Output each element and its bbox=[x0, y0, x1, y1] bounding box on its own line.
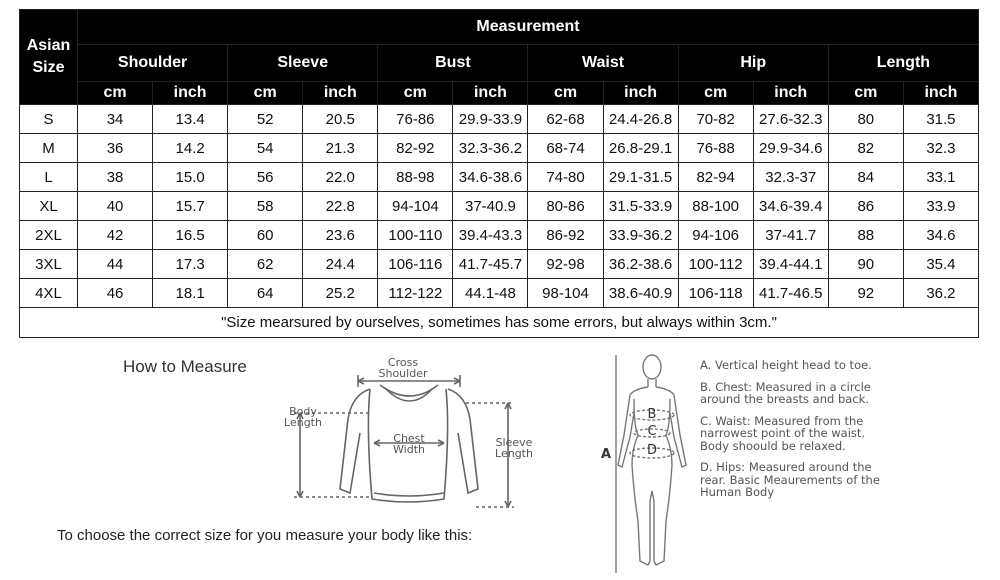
table-cell: 82 bbox=[828, 134, 903, 163]
table-cell: 100-110 bbox=[378, 221, 453, 250]
table-cell: 112-122 bbox=[378, 279, 453, 308]
size-label-cell: S bbox=[20, 105, 78, 134]
table-cell: 54 bbox=[228, 134, 303, 163]
marker-a: A bbox=[600, 447, 612, 462]
measurement-legend bbox=[700, 359, 890, 508]
choose-size-text: To choose the correct size for you measure your body like this: bbox=[57, 527, 473, 544]
table-cell: 58 bbox=[228, 192, 303, 221]
size-label-cell: M bbox=[20, 134, 78, 163]
table-cell: 31.5 bbox=[903, 105, 978, 134]
table-cell: 94-104 bbox=[378, 192, 453, 221]
table-cell: 44.1-48 bbox=[453, 279, 528, 308]
table-cell: 15.0 bbox=[153, 163, 228, 192]
table-cell: 25.2 bbox=[303, 279, 378, 308]
table-cell: 56 bbox=[228, 163, 303, 192]
table-cell: 32.3 bbox=[903, 134, 978, 163]
unit-header-cm: cm bbox=[528, 82, 603, 105]
table-cell: 26.8-29.1 bbox=[603, 134, 678, 163]
unit-header-cm: cm bbox=[228, 82, 303, 105]
marker-c: C bbox=[647, 424, 657, 439]
body-figure-illustration bbox=[596, 351, 696, 579]
table-cell: 46 bbox=[78, 279, 153, 308]
table-cell: 29.9-34.6 bbox=[753, 134, 828, 163]
table-cell: 39.4-43.3 bbox=[453, 221, 528, 250]
legend-item-a: A. Vertical height head to toe. bbox=[700, 358, 872, 372]
table-row bbox=[20, 105, 979, 134]
table-cell: 80 bbox=[828, 105, 903, 134]
group-header-hip: Hip bbox=[678, 45, 828, 82]
unit-header-inch: inch bbox=[303, 82, 378, 105]
table-cell: 100-112 bbox=[678, 250, 753, 279]
table-cell: 15.7 bbox=[153, 192, 228, 221]
table-cell: 21.3 bbox=[303, 134, 378, 163]
group-header-shoulder: Shoulder bbox=[78, 45, 228, 82]
table-cell: 22.8 bbox=[303, 192, 378, 221]
table-cell: 84 bbox=[828, 163, 903, 192]
legend-item-b: B. Chest: Measured in a circle around the breasts and back. bbox=[700, 379, 871, 406]
table-cell: 33.1 bbox=[903, 163, 978, 192]
table-row bbox=[20, 250, 979, 279]
group-header-length: Length bbox=[828, 45, 978, 82]
table-cell: 52 bbox=[228, 105, 303, 134]
size-label-cell: 4XL bbox=[20, 279, 78, 308]
marker-b: B bbox=[647, 407, 657, 422]
chest-width-label: Chest Width bbox=[393, 432, 425, 456]
unit-header-cm: cm bbox=[78, 82, 153, 105]
table-cell: 92 bbox=[828, 279, 903, 308]
size-label-cell: XL bbox=[20, 192, 78, 221]
table-cell: 34.6-39.4 bbox=[753, 192, 828, 221]
table-cell: 70-82 bbox=[678, 105, 753, 134]
legend-item-d: D. Hips: Measured around the rear. Basic Meaurements of the Human Body bbox=[700, 460, 880, 499]
table-cell: 74-80 bbox=[528, 163, 603, 192]
table-row bbox=[20, 192, 979, 221]
table-cell: 35.4 bbox=[903, 250, 978, 279]
table-cell: 44 bbox=[78, 250, 153, 279]
how-to-measure-section bbox=[0, 345, 1000, 580]
table-cell: 29.9-33.9 bbox=[453, 105, 528, 134]
table-cell: 86-92 bbox=[528, 221, 603, 250]
table-row bbox=[20, 134, 979, 163]
table-cell: 36 bbox=[78, 134, 153, 163]
table-cell: 32.3-37 bbox=[753, 163, 828, 192]
table-cell: 33.9-36.2 bbox=[603, 221, 678, 250]
table-cell: 90 bbox=[828, 250, 903, 279]
table-cell: 82-94 bbox=[678, 163, 753, 192]
table-cell: 68-74 bbox=[528, 134, 603, 163]
table-cell: 36.2-38.6 bbox=[603, 250, 678, 279]
table-cell: 82-92 bbox=[378, 134, 453, 163]
table-cell: 88-100 bbox=[678, 192, 753, 221]
table-cell: 40 bbox=[78, 192, 153, 221]
table-cell: 94-106 bbox=[678, 221, 753, 250]
body-length-label: Body Length bbox=[284, 405, 322, 429]
table-cell: 37-40.9 bbox=[453, 192, 528, 221]
legend-item-c: C. Waist: Measured from the narrowest point of the waist. Body shoould be relaxed. bbox=[700, 413, 866, 453]
table-cell: 106-118 bbox=[678, 279, 753, 308]
table-cell: 16.5 bbox=[153, 221, 228, 250]
table-cell: 64 bbox=[228, 279, 303, 308]
table-cell: 27.6-32.3 bbox=[753, 105, 828, 134]
measurement-header: Measurement bbox=[78, 10, 979, 45]
size-chart-table bbox=[19, 9, 979, 338]
table-cell: 36.2 bbox=[903, 279, 978, 308]
table-cell: 14.2 bbox=[153, 134, 228, 163]
table-cell: 20.5 bbox=[303, 105, 378, 134]
table-cell: 88 bbox=[828, 221, 903, 250]
table-cell: 98-104 bbox=[528, 279, 603, 308]
table-cell: 24.4 bbox=[303, 250, 378, 279]
asian-size-header: Asian Size bbox=[20, 10, 78, 105]
unit-header-inch: inch bbox=[153, 82, 228, 105]
table-cell: 41.7-45.7 bbox=[453, 250, 528, 279]
table-cell: 32.3-36.2 bbox=[453, 134, 528, 163]
table-cell: 33.9 bbox=[903, 192, 978, 221]
table-cell: 92-98 bbox=[528, 250, 603, 279]
table-cell: 31.5-33.9 bbox=[603, 192, 678, 221]
table-cell: 62-68 bbox=[528, 105, 603, 134]
table-cell: 88-98 bbox=[378, 163, 453, 192]
measurement-note: "Size mearsured by ourselves, sometimes has some errors, but always within 3cm." bbox=[20, 308, 979, 338]
how-to-measure-title: How to Measure bbox=[123, 357, 247, 376]
group-header-bust: Bust bbox=[378, 45, 528, 82]
table-cell: 86 bbox=[828, 192, 903, 221]
unit-header-inch: inch bbox=[453, 82, 528, 105]
table-row bbox=[20, 163, 979, 192]
group-header-waist: Waist bbox=[528, 45, 678, 82]
table-cell: 34.6 bbox=[903, 221, 978, 250]
group-header-sleeve: Sleeve bbox=[228, 45, 378, 82]
table-cell: 39.4-44.1 bbox=[753, 250, 828, 279]
sleeve-length-label: Sleeve Length bbox=[495, 436, 533, 460]
table-cell: 41.7-46.5 bbox=[753, 279, 828, 308]
table-cell: 22.0 bbox=[303, 163, 378, 192]
size-label-cell: 2XL bbox=[20, 221, 78, 250]
unit-header-cm: cm bbox=[828, 82, 903, 105]
table-row bbox=[20, 279, 979, 308]
unit-header-inch: inch bbox=[753, 82, 828, 105]
table-cell: 80-86 bbox=[528, 192, 603, 221]
size-label-cell: 3XL bbox=[20, 250, 78, 279]
table-cell: 34.6-38.6 bbox=[453, 163, 528, 192]
table-cell: 62 bbox=[228, 250, 303, 279]
table-cell: 34 bbox=[78, 105, 153, 134]
unit-header-inch: inch bbox=[903, 82, 978, 105]
size-label-cell: L bbox=[20, 163, 78, 192]
marker-d: D bbox=[646, 443, 657, 458]
unit-header-cm: cm bbox=[678, 82, 753, 105]
table-cell: 106-116 bbox=[378, 250, 453, 279]
table-row bbox=[20, 221, 979, 250]
table-cell: 18.1 bbox=[153, 279, 228, 308]
table-cell: 24.4-26.8 bbox=[603, 105, 678, 134]
cross-shoulder-label: Cross Shoulder bbox=[378, 356, 428, 380]
unit-header-inch: inch bbox=[603, 82, 678, 105]
table-cell: 60 bbox=[228, 221, 303, 250]
table-cell: 76-86 bbox=[378, 105, 453, 134]
table-cell: 17.3 bbox=[153, 250, 228, 279]
table-cell: 37-41.7 bbox=[753, 221, 828, 250]
table-cell: 29.1-31.5 bbox=[603, 163, 678, 192]
unit-header-cm: cm bbox=[378, 82, 453, 105]
table-cell: 38 bbox=[78, 163, 153, 192]
table-cell: 42 bbox=[78, 221, 153, 250]
table-cell: 23.6 bbox=[303, 221, 378, 250]
table-cell: 76-88 bbox=[678, 134, 753, 163]
table-cell: 38.6-40.9 bbox=[603, 279, 678, 308]
table-cell: 13.4 bbox=[153, 105, 228, 134]
